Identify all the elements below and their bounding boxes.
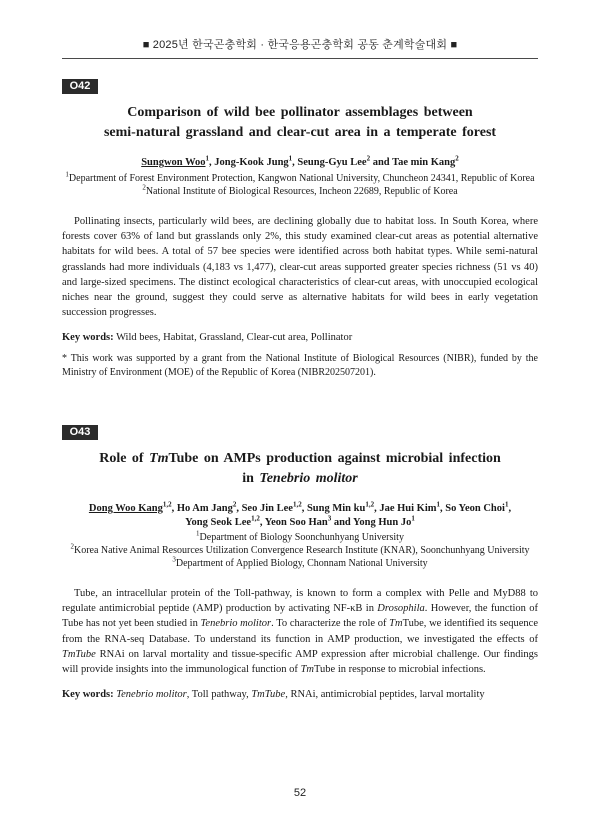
author-list: Dong Woo Kang$^{1,2}$, Ho Am Jang$^2$, Seo Jin Lee$^{1,2}$, Sung Min ku$^{1,2}$, Jae Hui Kim$^1$, So Yeon Choi$^1$, Yong Seok Lee$^{1,2}$, Yeon Soo Han$^3$ and Yong Hun Jo$^1$ [88, 500, 512, 528]
title-italic: Tenebrio molitor [259, 471, 358, 486]
title-line-2: semi-natural grassland and clear-cut area in a temperate forest [103, 125, 497, 140]
author-name: Yeon Soo Han [264, 517, 328, 528]
author-name: Seung-Gyu Lee [297, 157, 367, 168]
affiliation [62, 185, 538, 198]
author-name: Tae min Kang [392, 157, 456, 168]
body-text: . However, the function of Tube has not yet been studied in [62, 603, 538, 630]
abstract-body [62, 586, 538, 677]
author-name: Jong-Kook Jung [214, 157, 289, 168]
author-name: Seo Jin Lee [241, 503, 293, 514]
aff-text: Department of Forest Environment Protection, Kangwon National University, Chuncheon 24341, Republic of Korea [68, 173, 535, 184]
author-name: Yong Seok Lee [185, 517, 252, 528]
author-sup: 2 [232, 500, 237, 509]
author-sup: 1 [205, 154, 210, 163]
body-italic: Tenebrio molitor [200, 618, 272, 630]
abstract-o43 [62, 422, 538, 702]
body-text: . To characterize the role of [271, 618, 390, 630]
author-name: Sungwon Woo [141, 157, 206, 168]
author-name: Ho Am Jang [176, 503, 233, 514]
author-sup: 1,2 [251, 514, 260, 523]
abstract-title [62, 103, 538, 143]
author-sup: 1 [411, 514, 415, 523]
abstract-number-badge: O42 [62, 79, 98, 94]
body-italic: Drosophila [377, 603, 425, 615]
keywords-text: , Toll pathway, [186, 689, 252, 701]
running-header: ■ 2025년 한국곤충학회 · 한국응용곤충학회 공동 춘계학술대회 ■ [142, 39, 458, 51]
author-name: Yong Hun Jo [353, 517, 412, 528]
author-name: Sung Min ku [306, 503, 366, 514]
author-sup: 1,2 [365, 500, 375, 509]
keywords-label: Key words: [62, 332, 114, 344]
title-line-1: Comparison of wild bee pollinator assemblages between [127, 105, 473, 120]
aff-sup: 2 [70, 542, 74, 551]
affiliation [62, 531, 538, 544]
author-sup: 3 [327, 514, 332, 523]
abstract-number-badge: O43 [62, 425, 98, 440]
keywords-text: Wild bees, Habitat, Grassland, Clear-cut area, Pollinator [116, 332, 353, 344]
body-text: RNAi on larval mortality and tissue-specific AMP expression after microbial challenge. Our findings will provide insights into the immunological function of [62, 648, 538, 676]
body-text: Tube, we identified its sequence from the RNA-seq Database. To understand its function in AMP production, we investigated the effects of [62, 618, 539, 645]
author-sup: 1,2 [162, 500, 172, 509]
abstract-body: Pollinating insects, particularly wild bees, are declining globally due to habitat loss. In South Korea, where forests cover 63% of land but grasslands only 2%, this study examined clear-cut areas as potential alternative habitats for wild bees. A total of 57 bee species were identified across both habitat types. While semi-natural grasslands had more individuals (4,183 vs 1,477), clear-cut areas supported greater species richness (51 vs 40) and large-sized specimens. The distinct ecological characteristics of clear-cut areas, with unoccupied ecological niches near the ground, suggest they could serve as alternative habitats for wild bees in early vegetation succession progresses. [62, 216, 538, 319]
keywords-label: Key words: [62, 689, 114, 701]
author-sup: 1 [504, 500, 509, 509]
body-italic: TmTube [62, 648, 96, 660]
affiliation [62, 557, 538, 570]
keywords [62, 330, 538, 345]
title-text: Role of [99, 451, 150, 466]
author-list: Sungwon Woo$^1$, Jong-Kook Jung$^1$, Seung-Gyu Lee$^2$ and Tae min Kang$^2$ [141, 154, 459, 168]
author-sup: 2 [366, 154, 371, 163]
affiliation [62, 172, 538, 185]
aff-text: Department of Biology Soonchunhyang University [199, 532, 404, 543]
aff-sup: 2 [142, 183, 146, 192]
author-sup: 1,2 [292, 500, 302, 509]
header-rule [62, 58, 538, 59]
body-italic: Tm [389, 618, 403, 630]
author-sup: 1 [436, 500, 440, 509]
title-text: Tube on AMPs production against microbial infection [168, 451, 501, 466]
body-text: Tube in response to microbial infections. [314, 664, 486, 676]
affiliation [62, 544, 538, 557]
aff-text: Department of Applied Biology, Chonnam National University [175, 558, 428, 569]
author-sup: 2 [455, 154, 459, 163]
keywords-text: , RNAi, antimicrobial peptides, larval mortality [285, 689, 485, 701]
aff-sup: 1 [196, 529, 200, 538]
page-number: 52 [293, 787, 307, 799]
author-name: So Yeon Choi [445, 503, 505, 514]
keywords [62, 687, 538, 702]
author-name: Dong Woo Kang [88, 503, 163, 514]
aff-text: Korea Native Animal Resources Utilization Convergence Research Institute (KNAR), Soonchunhyang University [73, 545, 530, 556]
abstract-o42 [62, 76, 538, 380]
aff-text: National Institute of Biological Resources, Incheon 22689, Republic of Korea [145, 186, 458, 197]
aff-sup: 3 [172, 555, 176, 564]
body-text: Tube, an intracellular protein of the Toll-pathway, is known to form a complex with Pelle and MyD88 to regulate antimicrobial peptide (AMP) production by activating NF-κB in [62, 588, 538, 615]
abstract-title [62, 449, 538, 489]
title-text: in [242, 471, 260, 486]
keywords-italic: TmTube [251, 689, 286, 701]
title-italic: Tm [149, 451, 169, 466]
funding-footnote: * This work was supported by a grant from the National Institute of Biological Resources (NIBR), funded by the Ministry of Environment (MOE) of the Republic of Korea (NIBR202507201). [62, 353, 538, 379]
body-italic: Tm [300, 664, 314, 676]
author-sup: 1 [288, 154, 293, 163]
aff-sup: 1 [65, 170, 69, 179]
author-name: Jae Hui Kim [379, 503, 437, 514]
keywords-italic: Tenebrio molitor [116, 689, 187, 701]
